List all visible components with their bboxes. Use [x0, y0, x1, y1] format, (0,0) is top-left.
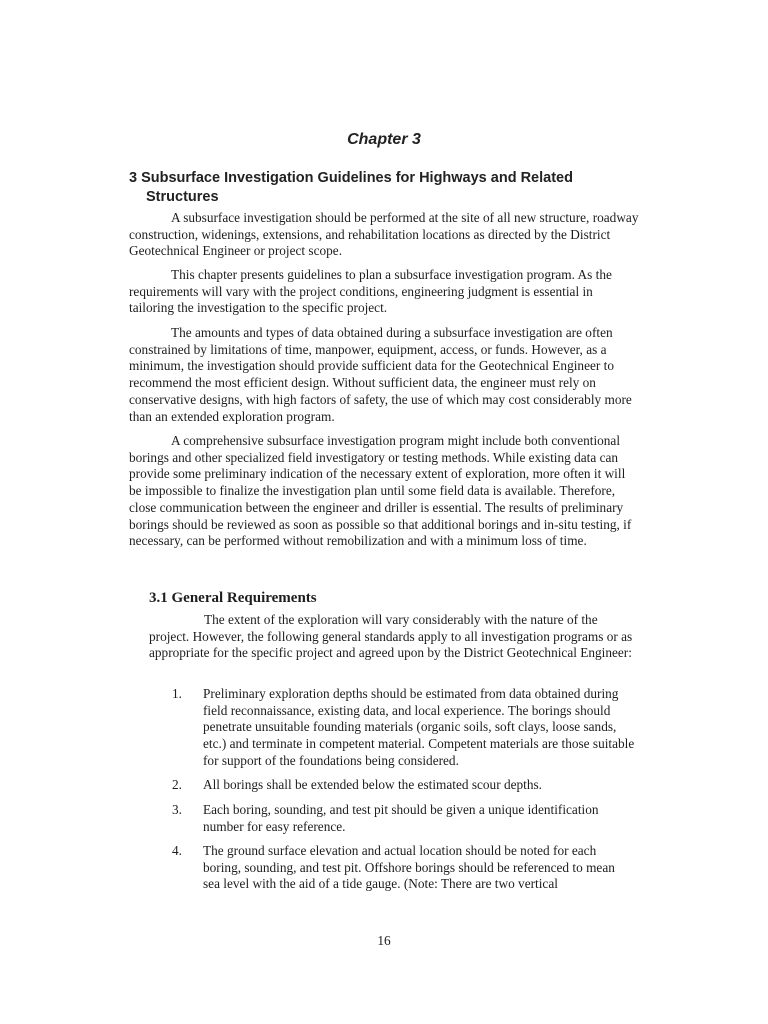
- list-item-text: The ground surface elevation and actual location should be noted for each boring, sounding, and test pit. Offshore borings should be referenced to mean sea level with the aid of a tide gauge. (Note: There are two vertical: [203, 843, 615, 892]
- section-heading: [129, 169, 619, 207]
- chapter-title: Chapter 3: [347, 131, 421, 148]
- list-item-text: All borings shall be extended below the estimated scour depths.: [203, 777, 542, 792]
- list-item-number: 1.: [172, 686, 182, 701]
- list-item-text: Preliminary exploration depths should be estimated from data obtained during field reconnaissance, existing data, and local experience. The borings should penetrate unsuitable founding materials (organic soils, soft clays, loose sands, etc.) and terminate in competent material. Competent materials are those suitable for support of the foundations being considered.: [203, 686, 635, 768]
- list-item-number: 2.: [172, 777, 182, 792]
- paragraph-text: The amounts and types of data obtained during a subsurface investigation are often constrained by limitations of time, manpower, equipment, access, or funds. However, as a minimum, the investigation should provide sufficient data for the Geotechnical Engineer to recommend the most efficient design. Without sufficient data, the engineer must rely on conservative designs, with high factors of safety, the use of which may cost considerably more than an extended exploration program.: [129, 325, 632, 424]
- paragraph-data-constraints: [129, 325, 641, 425]
- section-heading-line1: 3 Subsurface Investigation Guidelines for Highways and Related: [129, 170, 573, 186]
- list-item-text: Each boring, sounding, and test pit should be given a unique identification number for easy reference.: [203, 802, 599, 834]
- requirements-intro-text: The extent of the exploration will vary considerably with the nature of the project. However, the following general standards apply to all investigation programs or as appropriate for the specific project and agreed upon by the District Geotechnical Engineer:: [149, 612, 633, 661]
- page-number: 16: [377, 933, 391, 948]
- section-heading-line2: Structures: [146, 189, 219, 205]
- requirements-intro: [149, 612, 639, 662]
- paragraph-guidelines: [129, 267, 641, 317]
- list-item-number: 4.: [172, 843, 182, 858]
- paragraph-text: A comprehensive subsurface investigation program might include both conventional borings and other specialized field investigatory or testing methods. While existing data can provide some preliminary indication of the necessary extent of exploration, more often it will be impossible to finalize the investigation plan until some field data is available. Therefore, close communication between the engineer and driller is essential. The results of preliminary borings should be reviewed as soon as possible so that additional borings and in-situ testing, if necessary, can be performed without remobilization and with a minimum loss of time.: [129, 433, 632, 549]
- paragraph-text: A subsurface investigation should be performed at the site of all new structure, roadway construction, widenings, extensions, and rehabilitation locations as directed by the District Geotechnical Engineer or project scope.: [129, 210, 639, 259]
- subsection-heading: 3.1 General Requirements: [149, 590, 317, 606]
- paragraph-comprehensive-program: [129, 433, 641, 550]
- paragraph-text: This chapter presents guidelines to plan a subsurface investigation program. As the requirements will vary with the project conditions, engineering judgment is essential in tailoring the investigation to the specific project.: [129, 267, 612, 316]
- paragraph-intro: [129, 210, 641, 260]
- list-item-number: 3.: [172, 802, 182, 817]
